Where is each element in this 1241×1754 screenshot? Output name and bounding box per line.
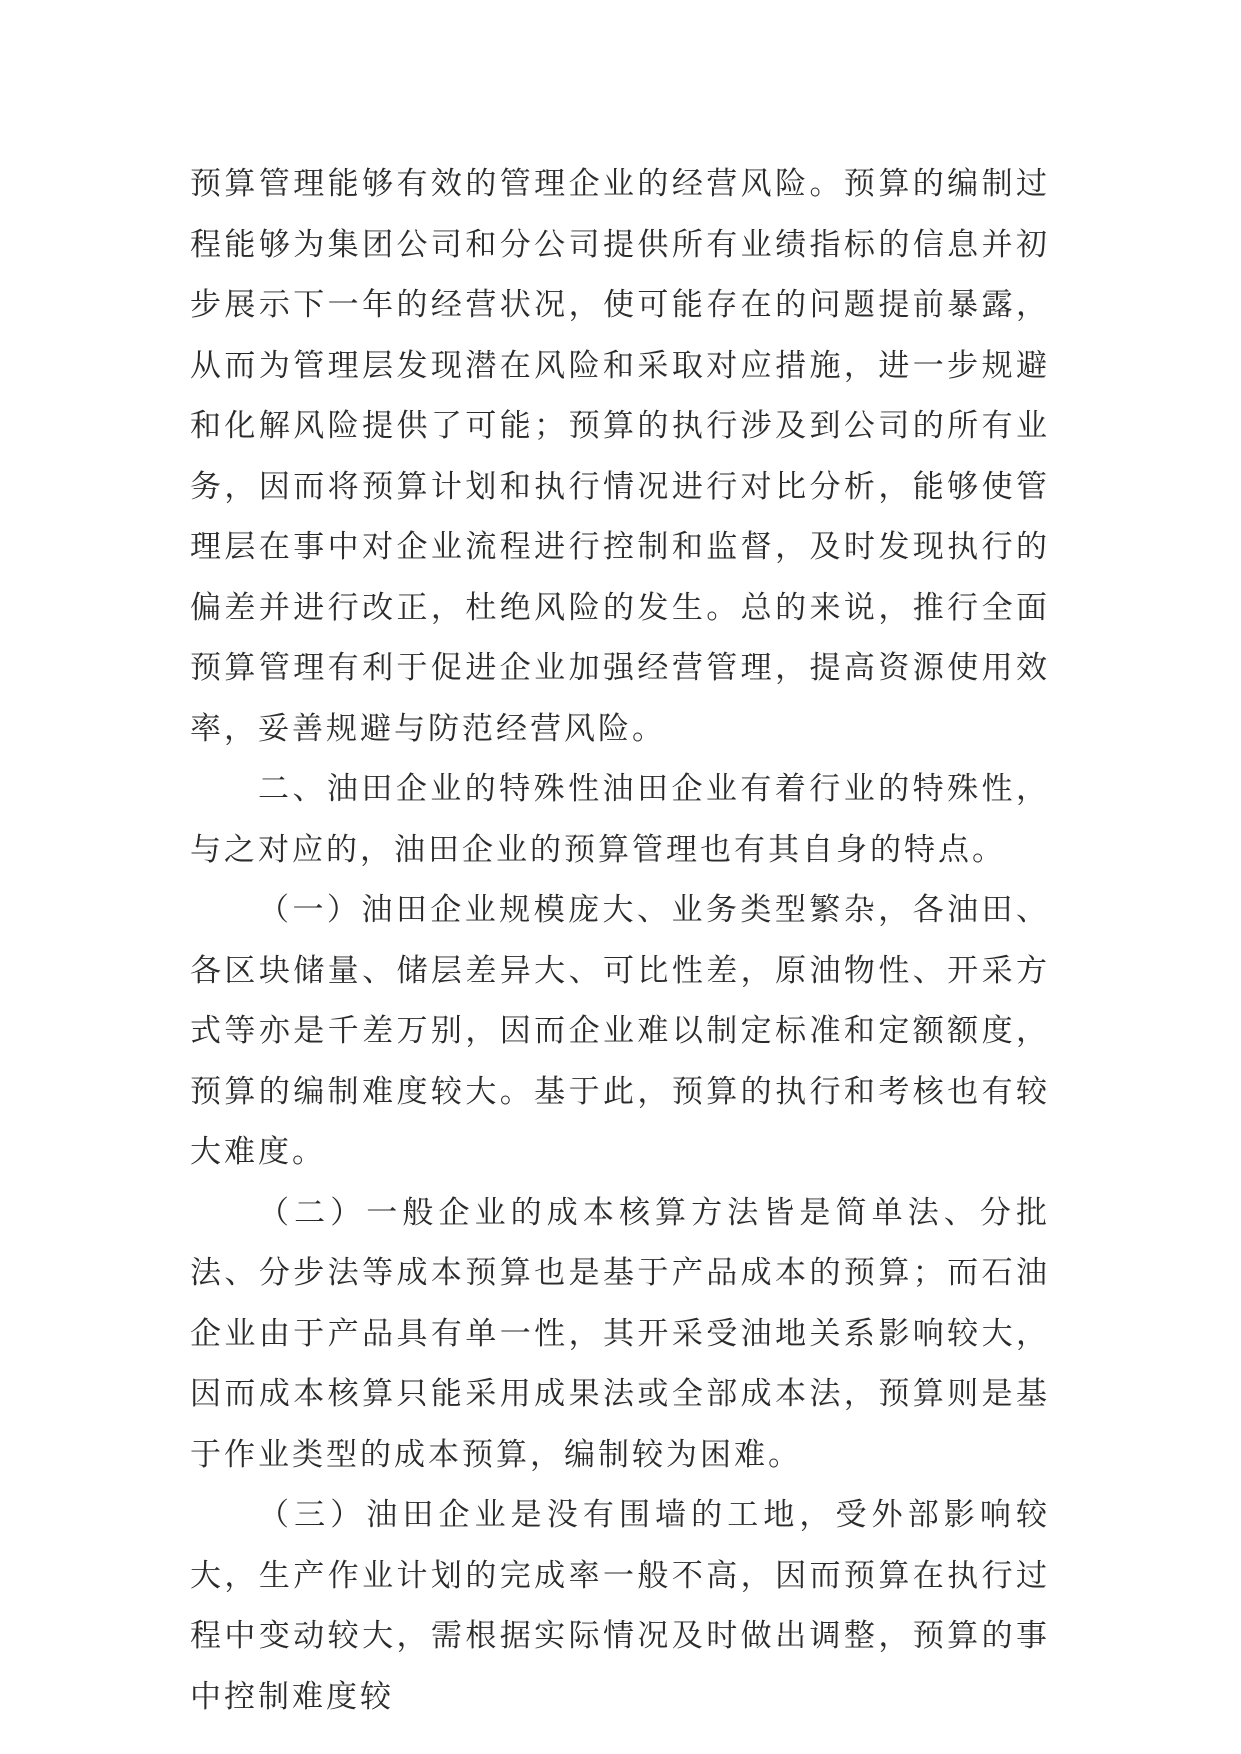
- document-page: [190, 154, 1050, 1715]
- paragraph-point-three: （三）油田企业是没有围墙的工地，受外部影响较大，生产作业计划的完成率一般不高，因而预算在执行过程中变动较大，需根据实际情况及时做出调整，预算的事中控制难度较: [190, 1497, 1050, 1715]
- paragraph-section-two-heading: 二、油田企业的特殊性油田企业有着行业的特殊性，与之对应的，油田企业的预算管理也有其自身的特点。: [190, 771, 1050, 868]
- paragraph-risk-management: 预算管理能够有效的管理企业的经营风险。预算的编制过程能够为集团公司和分公司提供所有业绩指标的信息并初步展示下一年的经营状况，使可能存在的问题提前暴露，从而为管理层发现潜在风险和采取对应措施，进一步规避和化解风险提供了可能；预算的执行涉及到公司的所有业务，因而将预算计划和执行情况进行对比分析，能够使管理层在事中对企业流程进行控制和监督，及时发现执行的偏差并进行改正，杜绝风险的发生。总的来说，推行全面预算管理有利于促进企业加强经营管理，提高资源使用效率，妥善规避与防范经营风险。: [190, 166, 1050, 747]
- paragraph-point-two: （二）一般企业的成本核算方法皆是简单法、分批法、分步法等成本预算也是基于产品成本的预算；而石油企业由于产品具有单一性，其开采受油地关系影响较大，因而成本核算只能采用成果法或全部成本法，预算则是基于作业类型的成本预算，编制较为困难。: [190, 1194, 1050, 1473]
- paragraph-point-one: （一）油田企业规模庞大、业务类型繁杂，各油田、各区块储量、储层差异大、可比性差，原油物性、开采方式等亦是千差万别，因而企业难以制定标准和定额额度，预算的编制难度较大。基于此，预算的执行和考核也有较大难度。: [190, 892, 1050, 1170]
